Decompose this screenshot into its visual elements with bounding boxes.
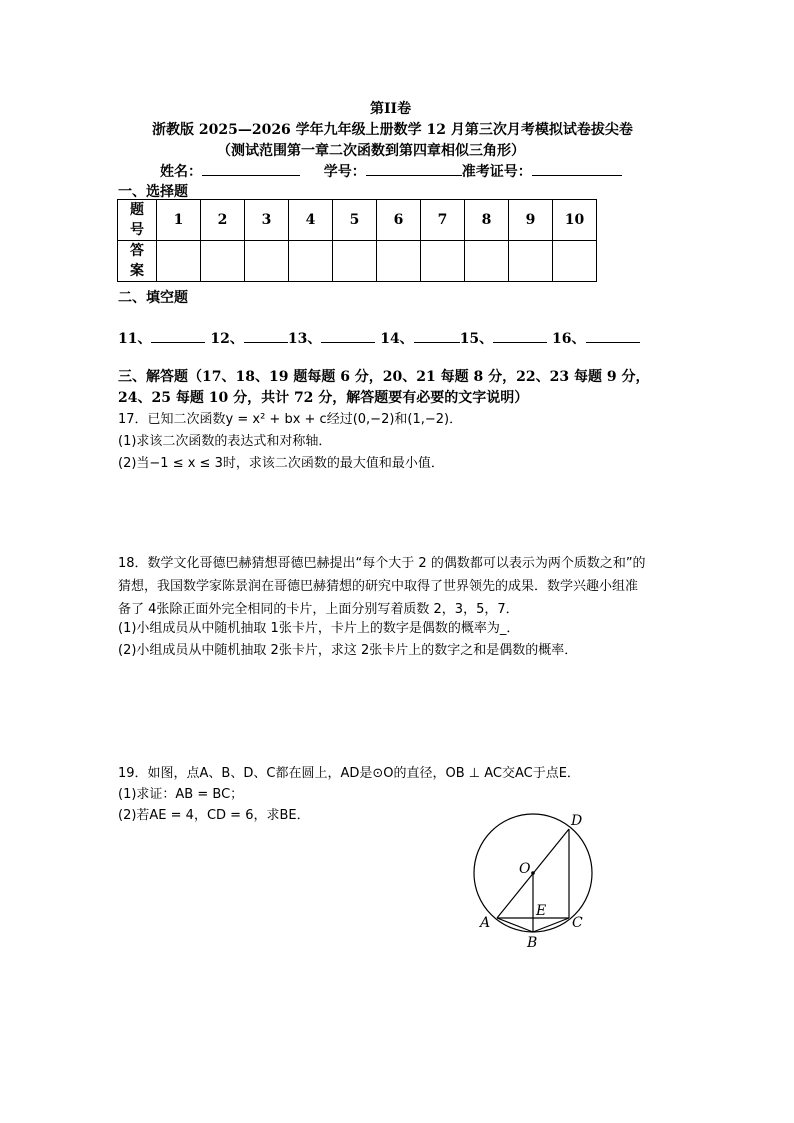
- question-number: 1: [157, 200, 201, 241]
- q17-stem: 17．已知二次函数y = x² + bx + c经过(0,−2)和(1,−2)．: [118, 412, 463, 427]
- volume-label: 第II卷: [370, 101, 412, 117]
- q18-part2: (2)小组成员从中随机抽取 2张卡片，求这 2张卡片上的数字之和是偶数的概率．: [118, 643, 578, 658]
- answer-cell[interactable]: [157, 241, 201, 282]
- answer-cell[interactable]: [421, 241, 465, 282]
- student-id-label: 学号：: [323, 164, 366, 180]
- section-3-title-line2: 24、25 每题 10 分，共计 72 分，解答题要有必要的文字说明）: [118, 390, 529, 406]
- question-number: 8: [465, 200, 509, 241]
- ticket-label: 准考证号：: [461, 164, 532, 180]
- answer-cell[interactable]: [333, 241, 377, 282]
- answer-row-header: 答 案: [118, 241, 157, 282]
- answer-cell[interactable]: [509, 241, 553, 282]
- question-number: 9: [509, 200, 553, 241]
- label-e: E: [536, 903, 547, 919]
- chord-bc: [533, 918, 569, 932]
- blank-16[interactable]: [586, 328, 640, 343]
- blank-14[interactable]: [414, 328, 460, 343]
- answer-cell[interactable]: [289, 241, 333, 282]
- blank-label: 13、: [287, 331, 322, 347]
- q18-part1: (1)小组成员从中随机抽取 1张卡片，卡片上的数字是偶数的概率为_．: [118, 621, 520, 636]
- section-3-title-line1: 三、解答题（17、18、19 题每题 6 分，20、21 每题 8 分，22、23 每题 9 分，: [118, 369, 650, 385]
- q18-line2: 猜想，我国数学家陈景润在哥德巴赫猜想的研究中取得了世界领先的成果．数学兴趣小组准: [118, 579, 639, 594]
- label-o: O: [519, 861, 531, 877]
- q18-line1: 18．数学文化哥德巴赫猜想哥德巴赫提出“每个大于 2 的偶数都可以表示为两个质数之和”的: [118, 556, 646, 571]
- answer-cell[interactable]: [465, 241, 509, 282]
- answer-row: [118, 241, 597, 282]
- q19-part2: (2)若AE = 4，CD = 6，求BE．: [118, 808, 310, 823]
- student-info-row: [160, 161, 622, 181]
- student-id-field[interactable]: [366, 161, 462, 176]
- answer-cell[interactable]: [245, 241, 289, 282]
- question-number: 2: [201, 200, 245, 241]
- blank-15[interactable]: [493, 328, 547, 343]
- q19-stem: 19．如图，点A、B、D、C都在圆上，AD是⊙O的直径，OB ⊥ AC交AC于点E．: [118, 766, 580, 781]
- q17-part2: (2)当−1 ≤ x ≤ 3时，求该二次函数的最大值和最小值．: [118, 456, 444, 471]
- ticket-field[interactable]: [532, 161, 622, 176]
- question-number: 6: [377, 200, 421, 241]
- label-a: A: [480, 915, 491, 931]
- blank-12[interactable]: [244, 328, 288, 343]
- fill-blank-row: [118, 328, 640, 348]
- section-2-title: 二、填空题: [118, 290, 188, 306]
- q17-part1: (1)求该二次函数的表达式和对称轴．: [118, 434, 332, 449]
- answer-cell[interactable]: [201, 241, 245, 282]
- name-field[interactable]: [202, 161, 300, 176]
- label-b: B: [527, 935, 538, 951]
- question-number: 5: [333, 200, 377, 241]
- label-c: C: [572, 915, 583, 931]
- blank-label: 12、: [210, 331, 244, 347]
- question-number: 3: [245, 200, 289, 241]
- question-number: 4: [289, 200, 333, 241]
- q19-part1: (1)求证：AB = BC；: [118, 787, 244, 802]
- label-d: D: [571, 813, 583, 829]
- blank-13[interactable]: [321, 328, 375, 343]
- section-1-title: 一、选择题: [118, 184, 188, 200]
- number-row: [118, 200, 597, 241]
- blank-label: 16、: [552, 331, 586, 347]
- question-number: 10: [553, 200, 597, 241]
- answer-table: [117, 199, 597, 282]
- question-number: 7: [421, 200, 465, 241]
- answer-cell[interactable]: [553, 241, 597, 282]
- answer-cell[interactable]: [377, 241, 421, 282]
- test-scope: （测试范围第一章二次函数到第四章相似三角形）: [217, 143, 525, 159]
- blank-label: 11、: [118, 331, 152, 347]
- q18-line3: 备了 4张除正面外完全相同的卡片，上面分别写着质数 2，3，5，7．: [118, 602, 519, 617]
- blank-label: 15、: [459, 331, 494, 347]
- chord-ab: [497, 918, 533, 932]
- page-title: 浙教版 2025—2026 学年九年级上册数学 12 月第三次月考模拟试卷拔尖卷: [152, 122, 633, 138]
- name-label: 姓名：: [160, 164, 202, 180]
- center-point: [531, 871, 535, 875]
- blank-label: 14、: [380, 331, 414, 347]
- q19-circle-figure: [465, 805, 605, 955]
- blank-11[interactable]: [151, 328, 205, 343]
- number-row-header: 题 号: [118, 200, 157, 241]
